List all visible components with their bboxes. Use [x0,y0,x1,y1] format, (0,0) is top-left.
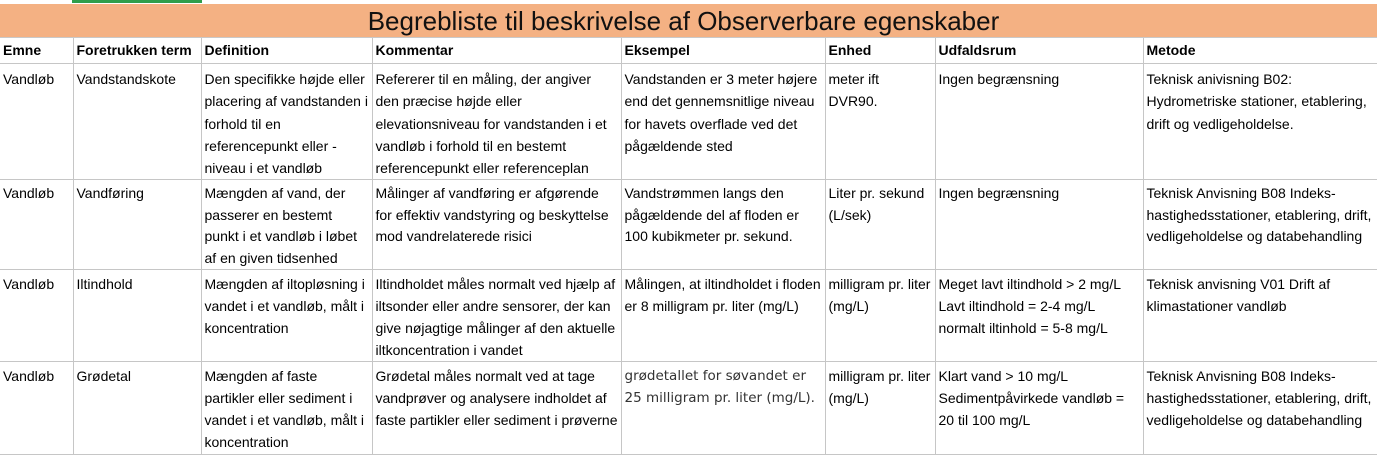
cell-kommentar[interactable]: Grødetal måles normalt ved at tage vandprøver og analysere indholdet af faste partikler eller sediment i prøverne [372,362,621,454]
table-row [0,270,1377,362]
header-metode[interactable]: Metode [1143,38,1377,64]
cell-udfaldsrum[interactable]: Ingen begrænsning [935,64,1143,180]
cell-emne[interactable]: Vandløb [0,270,73,362]
cell-metode[interactable]: Teknisk Anvisning B08 Indeks-hastighedsstationer, etablering, drift, vedligeholdelse og databehandling [1143,362,1377,454]
table-row [0,64,1377,180]
cell-emne[interactable]: Vandløb [0,180,73,270]
table-row [0,362,1377,454]
cell-definition[interactable]: Mængden af faste partikler eller sediment i vandet i et vandløb, målt i koncentration [201,362,372,454]
cell-kommentar[interactable]: Iltindholdet måles normalt ved hjælp af iltsonder eller andre sensorer, der kan give nøjagtige målinger af den aktuelle iltkoncentration i vandet [372,270,621,362]
terms-table [0,38,1377,455]
cell-eksempel[interactable]: grødetallet for søvandet er 25 milligram pr. liter (mg/L). [621,362,825,454]
table-row [0,180,1377,270]
cell-enhed[interactable]: milligram pr. liter (mg/L) [825,270,935,362]
cell-term[interactable]: Vandføring [73,180,201,270]
header-definition[interactable]: Definition [201,38,372,64]
cell-enhed[interactable]: milligram pr. liter (mg/L) [825,362,935,454]
title-cell[interactable] [0,4,1377,38]
cell-emne[interactable]: Vandløb [0,64,73,180]
cell-term[interactable]: Grødetal [73,362,201,454]
header-emne[interactable]: Emne [0,38,73,64]
selection-indicator [72,0,202,3]
cell-udfaldsrum[interactable]: Ingen begrænsning [935,180,1143,270]
cell-definition[interactable]: Mængden af vand, der passerer en bestemt punkt i et vandløb i løbet af en given tidsenhed [201,180,372,270]
cell-kommentar[interactable]: Målinger af vandføring er afgørende for effektiv vandstyring og beskyttelse mod vandrelaterede risici [372,180,621,270]
cell-eksempel[interactable]: Vandstanden er 3 meter højere end det gennemsnitlige niveau for havets overflade ved det pågældende sted [621,64,825,180]
cell-metode[interactable]: Teknisk Anvisning B08 Indeks-hastighedsstationer, etablering, drift, vedligeholdelse og databehandling [1143,180,1377,270]
cell-definition[interactable]: Mængden af iltopløsning i vandet i et vandløb, målt i koncentration [201,270,372,362]
cell-enhed[interactable]: Liter pr. sekund (L/sek) [825,180,935,270]
cell-kommentar[interactable]: Refererer til en måling, der angiver den præcise højde eller elevationsniveau for vandstanden i et vandløb i forhold til en bestemt referencepunkt eller referenceplan [372,64,621,180]
cell-metode[interactable]: Teknisk anvisning V01 Drift af klimastationer vandløb [1143,270,1377,362]
cell-metode[interactable]: Teknisk anivisning B02: Hydrometriske stationer, etablering, drift og vedligeholdelse. [1143,64,1377,180]
header-udfaldsrum[interactable]: Udfaldsrum [935,38,1143,64]
cell-emne[interactable]: Vandløb [0,362,73,454]
header-kommentar[interactable]: Kommentar [372,38,621,64]
header-term[interactable]: Foretrukken term [73,38,201,64]
cell-eksempel[interactable]: Vandstrømmen langs den pågældende del af floden er 100 kubikmeter pr. sekund. [621,180,825,270]
cell-term[interactable]: Iltindhold [73,270,201,362]
sheet-title: Begrebliste til beskrivelse af Observerbare egenskaber [367,5,1000,36]
cell-eksempel[interactable]: Målingen, at iltindholdet i floden er 8 milligram pr. liter (mg/L) [621,270,825,362]
header-eksempel[interactable]: Eksempel [621,38,825,64]
header-enhed[interactable]: Enhed [825,38,935,64]
cell-udfaldsrum[interactable]: Klart vand > 10 mg/L Sedimentpåvirkede vandløb = 20 til 100 mg/L [935,362,1143,454]
header-row [0,38,1377,64]
cell-definition[interactable]: Den specifikke højde eller placering af vandstanden i forhold til en referencepunkt eller -niveau i et vandløb [201,64,372,180]
cell-term[interactable]: Vandstandskote [73,64,201,180]
cell-enhed[interactable]: meter ift DVR90. [825,64,935,180]
cell-udfaldsrum[interactable]: Meget lavt iltindhold > 2 mg/L Lavt iltindhold = 2-4 mg/L normalt iltinhold = 5-8 mg/L [935,270,1143,362]
